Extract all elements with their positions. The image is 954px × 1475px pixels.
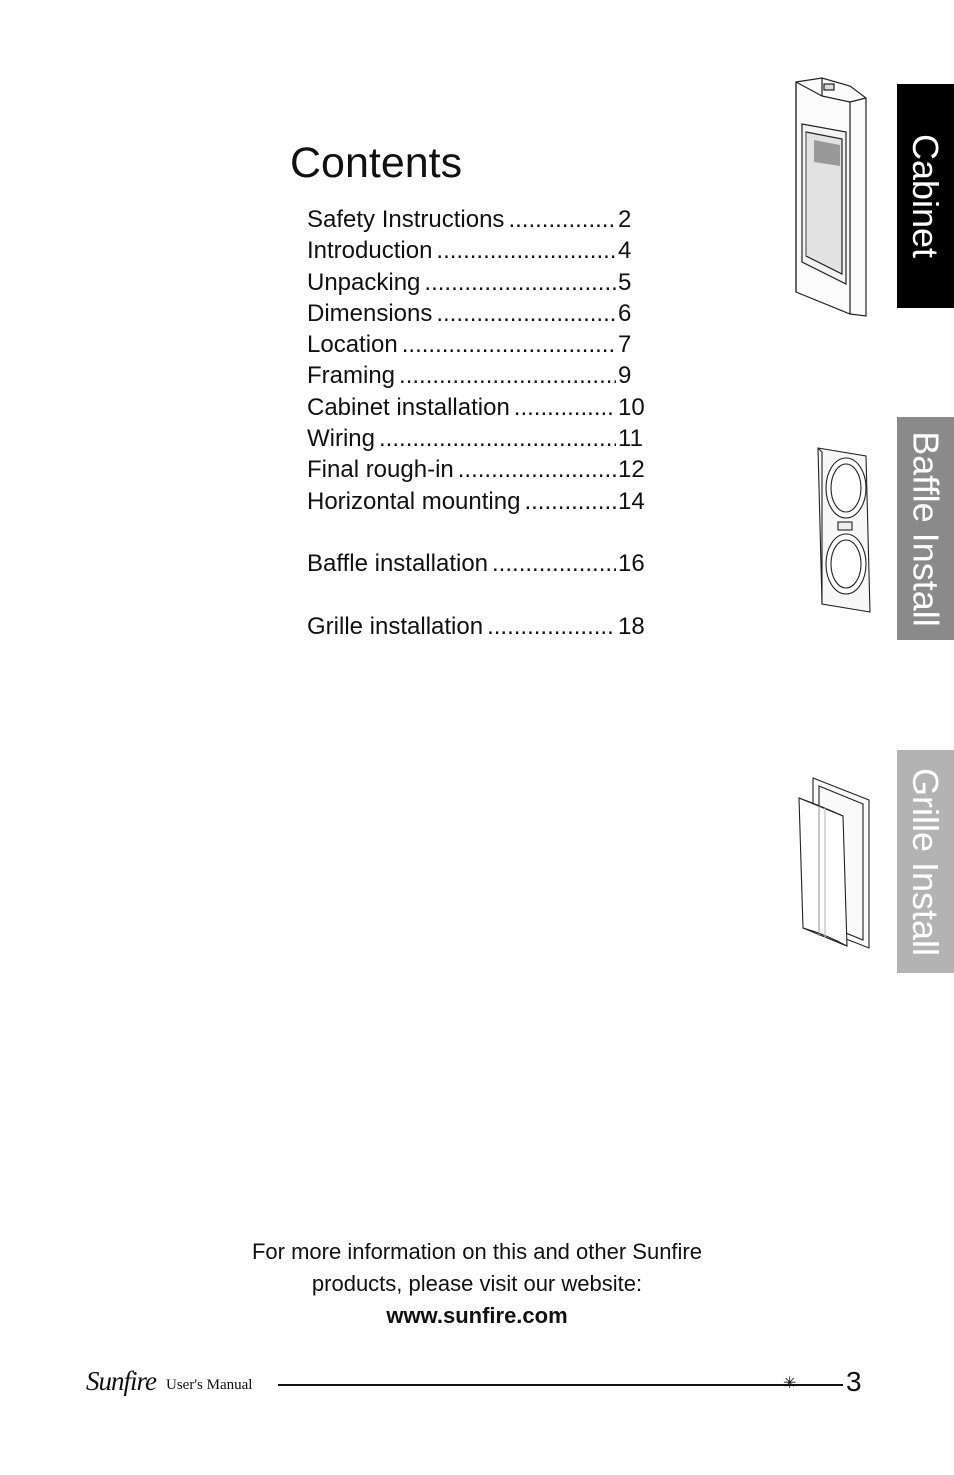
toc-label: Introduction (307, 237, 433, 265)
toc-entry-safety[interactable] (307, 206, 652, 237)
info-line-2: products, please visit our website: (311, 1271, 643, 1296)
cabinet-illustration (792, 76, 870, 322)
toc-leader (424, 269, 616, 297)
toc-leader (399, 362, 616, 390)
tab-baffle-label: Baffle Install (905, 430, 947, 627)
toc-entry-baffle-installation[interactable] (307, 550, 652, 581)
tab-grille-install[interactable] (897, 750, 954, 973)
toc-label: Unpacking (307, 268, 421, 296)
toc-label: Grille installation (307, 612, 484, 640)
toc-label: Safety Instructions (307, 206, 505, 233)
toc-entry-grille-installation[interactable] (307, 613, 652, 644)
toc-leader (508, 206, 616, 234)
toc-label: Cabinet installation (307, 393, 510, 421)
toc-leader (436, 300, 616, 328)
toc-leader (514, 394, 616, 422)
toc-page: 11 (618, 425, 643, 453)
toc-label: Dimensions (307, 299, 433, 327)
page-title: Contents (290, 139, 463, 187)
toc-label: Wiring (307, 425, 376, 453)
page-number: 3 (846, 1366, 862, 1397)
toc-page: 6 (618, 299, 632, 327)
toc-page: 2 (618, 206, 632, 233)
toc-page: 18 (618, 612, 645, 640)
baffle-illustration (814, 446, 874, 616)
star-icon: ✳ (783, 1375, 797, 1392)
toc-leader (487, 613, 616, 641)
toc-label: Framing (307, 362, 396, 390)
toc-entry-final-rough-in[interactable] (307, 456, 652, 487)
toc-label: Horizontal mounting (307, 487, 521, 515)
toc-leader (436, 237, 616, 265)
toc-label: Location (307, 331, 398, 359)
toc-page: 9 (618, 362, 632, 390)
tab-cabinet[interactable] (897, 84, 954, 308)
toc-page: 14 (618, 487, 645, 515)
toc-leader (524, 488, 616, 516)
toc-entry-introduction[interactable] (307, 237, 652, 268)
toc-page: 5 (618, 268, 632, 296)
tab-grille-label: Grille Install (905, 767, 947, 956)
page-footer (86, 1364, 866, 1404)
toc-entry-unpacking[interactable] (307, 269, 652, 300)
toc-leader (402, 331, 616, 359)
toc-leader (379, 425, 616, 453)
tab-baffle-install[interactable] (897, 417, 954, 640)
tab-cabinet-label: Cabinet (905, 133, 947, 259)
toc-page: 12 (618, 456, 645, 484)
toc-leader (492, 550, 616, 578)
toc-page: 10 (618, 393, 645, 421)
toc-page: 7 (618, 331, 632, 359)
toc-entry-dimensions[interactable] (307, 300, 652, 331)
toc-leader (458, 456, 616, 484)
toc-entry-wiring[interactable] (307, 425, 652, 456)
website-info (200, 1236, 754, 1332)
toc-label: Final rough-in (307, 456, 454, 484)
grille-illustration (797, 776, 873, 952)
footer-rule (278, 1384, 843, 1386)
info-line-1: For more information on this and other Sunfire (251, 1239, 702, 1264)
brand-logo: Sunfire (86, 1366, 156, 1396)
toc-label: Baffle installation (307, 550, 489, 578)
toc-entry-location[interactable] (307, 331, 652, 362)
toc-page: 4 (618, 237, 632, 265)
website-link[interactable]: www.sunfire.com (386, 1303, 568, 1328)
toc-entry-cabinet-installation[interactable] (307, 394, 652, 425)
toc-entry-horizontal-mounting[interactable] (307, 488, 652, 519)
manual-label: User's Manual (166, 1377, 253, 1393)
table-of-contents (307, 206, 652, 644)
toc-page: 16 (618, 550, 645, 578)
toc-entry-framing[interactable] (307, 362, 652, 393)
